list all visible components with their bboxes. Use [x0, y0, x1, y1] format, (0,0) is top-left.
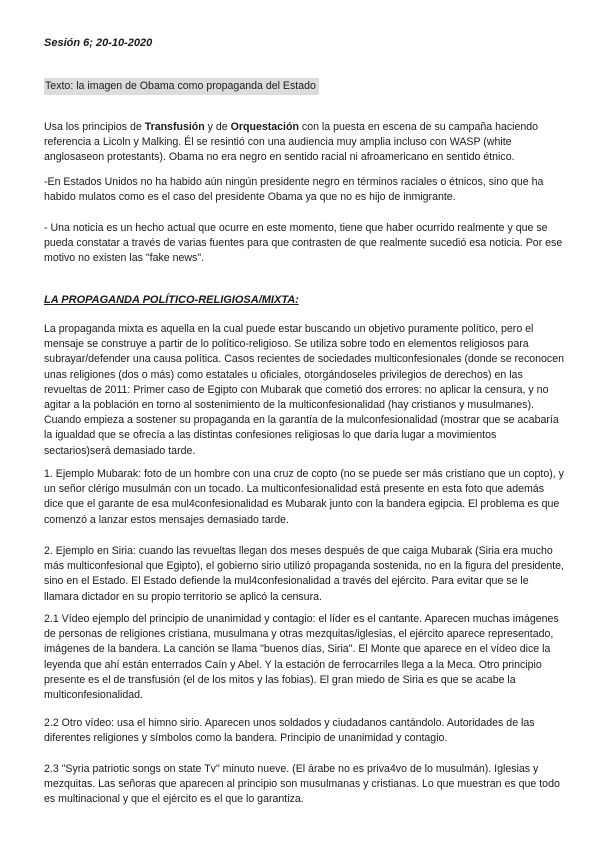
- intro-text-c: con la puesta en escena de su campaña haciendo referencia a Licoln y Malking. Él se resintió con una audiencia muy amplia incluso con WASP (white anglosaseon protestants). Obama no era negro en sentido racial ni afroamericano en sentido étnico.: [44, 121, 539, 164]
- keyword-transfusion: Transfusión: [144, 121, 205, 133]
- intro-text-a: Usa los principios de: [44, 121, 145, 133]
- session-date: Sesión 6; 20-10-2020: [44, 37, 153, 49]
- text-label-highlighted: Texto: la imagen de Obama como propaganda del Estado: [44, 78, 319, 95]
- section-heading: LA PROPAGANDA POLÍTICO-RELIGIOSA/MIXTA:: [44, 294, 299, 306]
- paragraph-video-2-2: 2.2 Otro vídeo: usa el himno sirio. Aparecen unos soldados y ciudadanos cantándolo. Autoridades de las diferentes religiones y símbolos como la bandera. Principio de unanimidad y contagio.: [44, 717, 535, 745]
- paragraph-video-2-3: 2.3 "Syria patriotic songs on state Tv" minuto nueve. (El árabe no es priva4vo de lo musulmán). Iglesias y mezquitas. Las señoras que aparecen al principio son musulmanas y cristianas. Lo que muestran es que todo es multinacional y que el ejército es el que lo garantiza.: [44, 763, 560, 806]
- paragraph-intro: [44, 120, 564, 166]
- paragraph-presidents: -En Estados Unidos no ha habido aún ningún presidente negro en términos raciales o étnicos, sino que ha habido mulatos como es el caso del presidente Obama ya que no es hijo de inmigrante.: [44, 176, 544, 204]
- paragraph-news: - Una noticia es un hecho actual que ocurre en este momento, tiene que haber ocurrido realmente y que se pueda constatar a través de varias fuentes para que contrasten de que realmente sucedió esa noticia. Por ese motivo no existen las "fake news".: [44, 222, 563, 265]
- paragraph-example-siria: 2. Ejemplo en Siria: cuando las revueltas llegan dos meses después de que caiga Mubarak (Siria era mucho más multiconfesional que Egipto), el gobierno sirio utilizó propaganda sostenida, no en la figura del presidente, sino en el Estado. El Estado defiende la mul4confesionalidad a través del ejército. Para evitar que se le llamara dictador en su propio territorio se aplicó la censura.: [44, 545, 565, 603]
- intro-text-b: y de: [204, 121, 231, 133]
- paragraph-mixed-propaganda: La propaganda mixta es aquella en la cual puede estar buscando un objetivo puramente político, pero el mensaje se construye a partir de lo político-religioso. Se utiliza sobre todo en elementos religiosos para subrayar/defender una causa política. Casos recientes de sociedades multiconfesionales (donde se reconocen unas religiones (dos o más) como estatales u oficiales, otorgándoseles privilegios de derechos) en las revueltas de 2011: Primer caso de Egipto con Mubarak que cometió dos errores: no aplicar la censura, y no agitar a la población en torno al sostenimiento de la multiconfesionalidad (hay cristianos y musulmanes). Cuando empieza a sostener su propaganda en la garantía de la mulconfesionalidad (mostrar que se acabaría la igualdad que se ofrecía a las distintas confesiones religiosas lo que daría lugar a movimientos sectarios)será demasiado tarde.: [44, 323, 564, 457]
- paragraph-example-mubarak: 1. Ejemplo Mubarak: foto de un hombre con una cruz de copto (no se puede ser más cristiano que un copto), y un señor clérigo musulmán con un tocado. La multiconfesionalidad está presente en esta foto que además dice que el garante de esa mul4confesionalidad es Mubarak junto con la bandera egipcia. El problema es que comenzó a lanzar estos mensajes demasiado tarde.: [44, 468, 564, 526]
- keyword-orquestacion: Orquestación: [230, 121, 299, 133]
- paragraph-video-2-1: 2.1 Vídeo ejemplo del principio de unanimidad y contagio: el líder es el cantante. Aparecen muchas imágenes de personas de religiones cristiana, musulmana y otras mezquitas/iglesias, el ejército aparece representado, imágenes de la bandera. La canción se llama "buenos días, Siria". El Monte que aparece en el vídeo dice la leyenda que ahí están enterrados Caín y Abel. Y la estación de ferrocarriles llega a la Meca. Otro principio presente es el de transfusión (el de los mitos y las fobias). El gran miedo de Siria es que se acabe la multiconfesionalidad.: [44, 613, 559, 702]
